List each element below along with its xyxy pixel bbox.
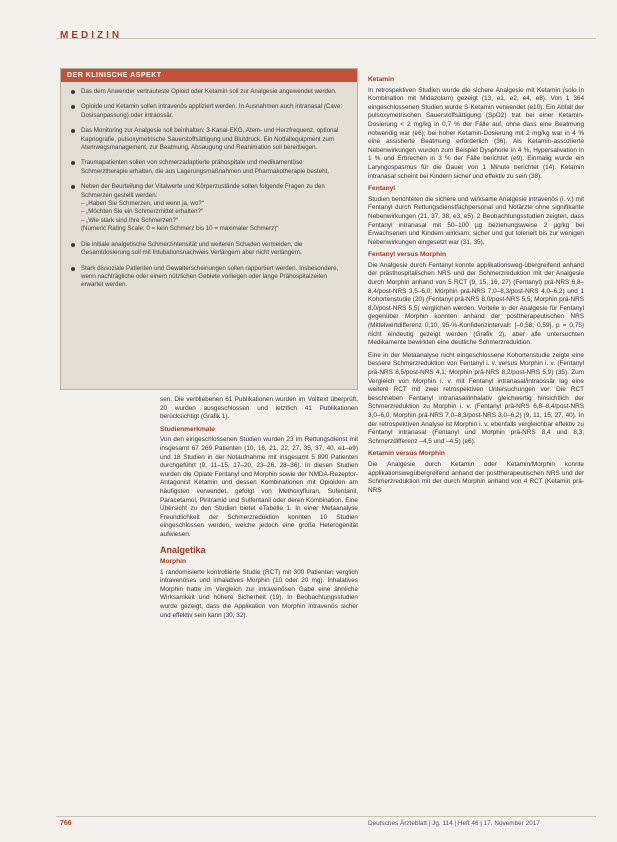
intro-paragraph: sen. Die verbliebenen 61 Publikationen wurden im Volltext überprüft, 20 wurden ausgeschlossen und letztlich 41 Publikationen berücksichtigt (Grafik 1). (160, 396, 358, 421)
fvm-paragraph-2: Eine in der Metaanalyse nicht eingeschlossene Kohortenstudie zeigte eine bessere Schmerzreduktion von Fentanyl i. v. versus Morphin i. v. (Fentanyl prä-NRS 8,5/post-NRS 4,1; Morphin prä-NRS 8,2/post-NRS 5,9) (35). Zum Vergleich von Morphin i. v. mit Fentanyl intranasal/intraossär lag eine weitere RCT mit zwei retrospektiven Untersuchungen vor: Die RCT beschrieben Fentanyl intranasal/inhalativ gleichwertig hinsichtlich der Schmerzreduktion zu Morphin i. v. (Fentanyl prä-NRS 6,8–8,4/post-NRS 3,0–6,0; Morphin prä-NRS 7,0–8,3/post-NRS 3,0–6,2) (9, 11, 15, 27, 40). In der retrospektiven Analyse ist Morphin i. v. ebenfalls vergleichbar effektiv zu Fentanyl intranasal (Fentanyl und Morphin prä-NRS 8,4 und 8,3; Schmerzdifferenz –4,5 und –4,5) (e6). (368, 351, 584, 445)
questions-intro: Neben der Beurteilung der Vitalwerte und Körperzustände sollen folgende Fragen zu den Schmerzen gestellt werden: (81, 183, 325, 199)
box-item: Die initiale analgetische Schmerzintensität und weiteren Schaden vermeiden, die Gesamtdosierung soll mit Intubationsnachweis Verlängern aber nicht verlängern. (69, 241, 349, 258)
question-3: – „Wie stark sind Ihre Schmerzen?“ (81, 216, 178, 224)
heading-studienmerkmale: Studienmerkmale (160, 425, 215, 433)
heading-analgetika: Analgetika (160, 544, 206, 555)
box-list (61, 82, 357, 290)
studies-paragraph: Von den eingeschlossenen Studien wurden 23 im Rettungsdienst mit insgesamt 67 269 Patienten (10, 16, 21, 22, 27, 35, 37, 40, e1–e9) und 18 Studien in der Notaufnahme mit insgesamt 5 890 Patienten durchgeführt (9, 11–15, 17–20, 23–26, 28–36). In diesen Studien wurden die Opiate Fentanyl und Morphin sowie der NMDA-Rezeptor-Antagonist Ketamin und dessen Kombinationen mit Opioiden am häufigsten verwendet, gefolgt von Methoxyfluran, Sufentanil, Paracetamol, Piritramid und Sulfentanil oder deren Kombination. Eine Übersicht zu den Studien bietet eTabelle 1. In einer Metaanalyse Freundlichkeit der Schmerzreduktion konnten 10 Studien eingeschlossen werden, welche jedoch eine große Heterogenität aufwiesen. (160, 436, 358, 538)
morphin-paragraph: 1 randomisierte kontrollierte Studie (RCT) mit 300 Patienten verglich intravenöses und inhalatives Morphin (10 oder 20 mg). Inhalatives Morphin hatte im Vergleich zur intravenösen Gabe eine ähnliche Wirksamkeit und höhere Sicherheit (19). In Beobachtungsstudien wurde gezeigt, dass die Applikation von Morphin intravenös sicher und effektiv sein kann (30, 32). (160, 568, 358, 619)
box-item: Stark dissoziale Patienten und Gewalterscheinungen sollen rapportiert werden. Insbesondere, wenn nachträgliche oder einem nützlichen Gebiete vorliegen oder lange Prähospitalzeiten erwartet werden. (69, 265, 349, 290)
box-item: Das dem Anwender vertrauteste Opioid oder Ketamin soll zur Analgesie angewendet werden. (69, 88, 349, 96)
box-item: Das Monitoring zur Analgesie soll beinhalten: 3-Kanal-EKG, Atem- und Herzfrequenz, optional Kapnografie, pulsoxymetrische Sauerstoffsättigung und Blutdruck. Ein Notfallequipment zum Atemwegsmanagement, zur Beatmung, Absaugung und Reanimation soll bereitliegen. (69, 127, 349, 152)
question-scale: (Numeric Rating Scale: 0 = kein Schmerz bis 10 = maximaler Schmerz)“ (81, 225, 279, 233)
box-item-questions (69, 183, 349, 233)
journal-citation: Deutsches Ärzteblatt | Jg. 114 | Heft 46 | 17. November 2017 (368, 820, 540, 827)
box-title: DER KLINISCHE ASPEKT (61, 69, 357, 82)
fentanyl-paragraph: Studien berichteten die sichere und wirksame Analgesie intravenös (i. v.) mit Fentanyl durch Rettungsdienstfachpersonal und Notärzte ohne signifikante Nebenwirkungen (21, 37, 38, e3, e5). 2 Beobachtungsstudien zeigten, dass Fentanyl intranasal mit 50–100 µg beziehungsweise 2 µg/kg bei Erwachsenen und Kindern wirksam, sicher und gut toleriert bis zur wenigen Nebenwirkungen eingesetzt war (31, 35). (368, 195, 584, 246)
fvm-paragraph: Die Analgesie durch Fentanyl konnte applikationsweg-übergreifend anhand der prästhospitalischen NRS und der Schmerzreduktion mit der Analgesie durch Morphin anhand von 5 RCT (9, 15, 16, 27) (Fentanyl) prä-NRS 6,8–8,4/post-NRS 3,5–6,0; Morphin prä-NRS 7,0–8,3/post-NRS 4,0–6,2) und 1 Kohortenstudie (20) (Fentanyl prä-NRS 8,0/post-NRS 5,5; Morphin prä-NRS 8,0/post-NRS 5,5) verglichen werden. Vorteile in der Analgesie für Fentanyl gegenüber Morphin konnten anhand der posttherapeutischen NRS (Mittelwertdifferenz 0,10; 95-%-Konfidenzintervall: [–0,58; 0,59], p = 0,75) nicht eindeutig gezeigt werden (Grafik 2), aber alle untersuchten Medikamente bewirkten eine deutliche Schmerzreduktion. (368, 261, 584, 347)
page-number: 766 (60, 820, 72, 827)
section-label: MEDIZIN (60, 30, 123, 41)
heading-fentanyl: Fentanyl (368, 185, 396, 193)
box-item: Traumapatienten sollen von schmerzadaptierte prähospitale und medikamentöse Schmerztherapie erhalten, die aus Lagerungsmaßnahmen und Pharmakotherapie besteht. (69, 159, 349, 176)
clinical-aspect-box (60, 68, 358, 390)
ketamin-paragraph: In retrospektiven Studien wurde die sichere Analgesie mit Ketamin (solo in Kombination mit Midazolam) gezeigt (13, e1, e2, e4, e8). Von 1 364 eingeschlossenen Studien wurde S-Ketamin verwendet (e10). Ein Abfall der pulsoxymetrischen Sauerstoffsättigung (SpO2) trat bei einer Ketamin-Dosierung < 2 mg/kg in 0,7 % der Fälle auf, ohne dass eine Beatmung notwendig war (e6); bei hoher Ketamin-Dosierung mit 2 mg/kg war in 4 % eine assistierte Beatmung erforderlich (36). Als Ketamin-assoziierte Nebenwirkungen wurden zum Beispiel Dysphorie in 4 %, Hypersalivation in 1 % und Erbrechen in 3 % der Fälle berichtet (e9). Einmalig wurde ein Laryngospasmus für die Dauer von 1 Minute berichtet (14). Ketamin intranasal scheint bei Kindern sicher und effektiv zu sein (38). (368, 86, 584, 180)
kvm-paragraph: Die Analgesie durch Ketamin oder Ketamin/Morphin konnte applikationswegübergreifend anhand der posttherapeutischen NRS und der Schmerzreduktion mit der durch Morphin anhand von 4 RCT (Ketamin prä-NRS (368, 460, 584, 494)
left-column (160, 396, 358, 624)
heading-ketamin-vs-morphin: Ketamin versus Morphin (368, 450, 445, 458)
question-2: – „Möchten Sie ein Schmerzmittel erhalten?“ (81, 208, 204, 216)
heading-morphin: Morphin (160, 558, 187, 566)
box-item: Opioide und Ketamin sollen intravenös appliziert werden. In Ausnahmen auch intranasal (Cave: Dosisanpassung) oder intraossär. (69, 103, 349, 120)
heading-fentanyl-vs-morphin: Fentanyl versus Morphin (368, 251, 447, 259)
right-column (368, 72, 584, 499)
question-1: – „Haben Sie Schmerzen, und wenn ja, wo?“ (81, 200, 204, 208)
heading-ketamin: Ketamin (368, 76, 395, 83)
header-rule (56, 26, 596, 39)
